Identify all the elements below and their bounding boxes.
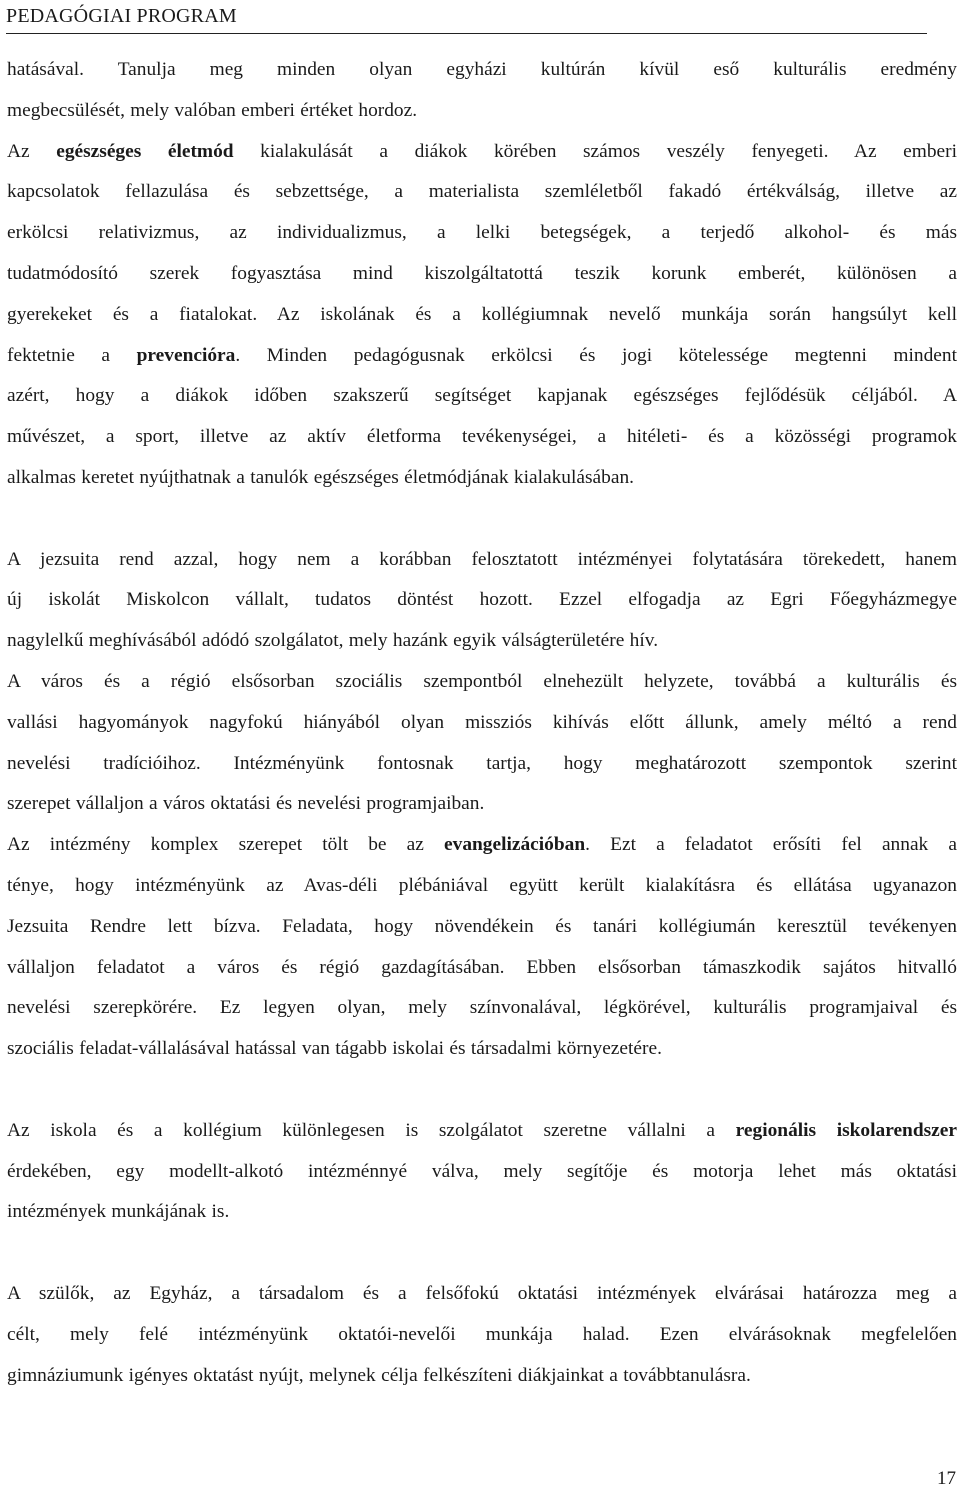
page-number: 17	[937, 1468, 956, 1489]
paragraph	[7, 1274, 957, 1396]
text-run: azért, hogy a diákok időben szakszerű segítséget kapjanak egészséges fejlődésük céljából. A	[7, 385, 957, 407]
bold-term: regionális iskolarendszer	[735, 1119, 957, 1141]
bold-term: egészséges életmód	[56, 140, 234, 162]
text-run: alkalmas keretet nyújthatnak a tanulók egészséges életmódjának kialakulásában.	[7, 466, 634, 488]
text-line	[7, 866, 957, 907]
text-line	[7, 336, 957, 377]
text-run: Az	[7, 140, 57, 162]
text-run: Az iskola és a kollégium különlegesen is szolgálatot szeretne vállalni a	[7, 1119, 736, 1141]
text-line	[7, 213, 957, 254]
text-line	[7, 1274, 957, 1315]
text-run: A szülők, az Egyház, a társadalom és a felsőfokú oktatási intézmények elvárásai határozza meg a	[7, 1282, 957, 1304]
text-run: vállaljon feladatot a város és régió gazdagításában. Ebben elsősorban támaszkodik sajátos hitvalló	[7, 956, 957, 978]
text-line	[7, 417, 957, 458]
text-run: nevelési tradícióihoz. Intézményünk fontosnak tartja, hogy meghatározott szempontok szerint	[7, 752, 957, 774]
paragraph	[7, 1111, 957, 1233]
text-run: nagylelkű meghívásából adódó szolgálatot, mely hazánk egyik válságterületére hív.	[7, 630, 659, 652]
bold-term: evangelizációban	[444, 834, 586, 856]
text-line	[7, 948, 957, 989]
text-run: szociális feladat-vállalásával hatással van tágabb iskolai és társadalmi környezetére.	[7, 1038, 662, 1060]
text-run: érdekében, egy modellt-alkotó intézménnyé válva, mely segítője és motorja lehet más oktatási	[7, 1160, 957, 1182]
text-line	[7, 662, 957, 703]
text-run: Az intézmény komplex szerepet tölt be az	[7, 834, 445, 856]
text-line	[7, 1029, 957, 1070]
text-run: gyerekeket és a fiatalokat. Az iskolának és a kollégiumnak nevelő munkája során hangsúlyt kell	[7, 303, 957, 325]
text-run: vallási hagyományok nagyfokú hiányából olyan missziós kihívás előtt állunk, amely méltó a rend	[7, 711, 957, 733]
text-line	[7, 1192, 957, 1233]
text-line	[7, 172, 957, 213]
text-line	[7, 1356, 957, 1397]
paragraph	[7, 50, 957, 132]
paragraph-spacer	[7, 1233, 957, 1274]
text-run: gimnáziumunk igényes oktatást nyújt, melynek célja felkészíteni diákjainkat a továbbtanulásra.	[7, 1364, 751, 1386]
text-run: erkölcsi relativizmus, az individualizmus, a lelki betegségek, a terjedő alkohol- és más	[7, 222, 957, 244]
paragraph	[7, 132, 957, 499]
text-line	[7, 703, 957, 744]
text-line	[7, 784, 957, 825]
paragraph	[7, 662, 957, 825]
text-line	[7, 1152, 957, 1193]
paragraph	[7, 825, 957, 1070]
text-line	[7, 540, 957, 581]
text-run: A város és a régió elsősorban szociális szempontból elnehezült helyzete, továbbá a kulturális és	[7, 670, 957, 692]
text-line	[7, 1315, 957, 1356]
text-line	[7, 50, 957, 91]
text-run: nevelési szerepkörére. Ez legyen olyan, mely színvonalával, légkörével, kulturális programjaival és	[7, 997, 957, 1019]
text-run: ténye, hogy intézményünk az Avas-déli plébániával együtt került kialakításra és ellátása ugyanazon	[7, 874, 957, 896]
paragraph-spacer	[7, 499, 957, 540]
text-line	[7, 825, 957, 866]
text-run: szerepet vállaljon a város oktatási és nevelési programjaiban.	[7, 793, 485, 815]
text-line	[7, 91, 957, 132]
text-run: kapcsolatok fellazulása és sebzettsége, a materialista szemléletből fakadó értékválság, illetve az	[7, 181, 957, 203]
text-line	[7, 295, 957, 336]
text-run: új iskolát Miskolcon vállalt, tudatos döntést hozott. Ezzel elfogadja az Egri Főegyházmegye	[7, 589, 957, 611]
text-run: . Ezt a feladatot erősíti fel annak a	[585, 834, 957, 856]
text-line	[7, 907, 957, 948]
text-line	[7, 254, 957, 295]
text-run: megbecsülését, mely valóban emberi értéket hordoz.	[7, 99, 418, 121]
page-header	[6, 3, 927, 34]
text-run: Jezsuita Rendre lett bízva. Feladata, hogy növendékein és tanári kollégiumán keresztül tevékenyen	[7, 915, 957, 937]
paragraph	[7, 540, 957, 662]
text-run: tudatmódosító szerek fogyasztása mind kiszolgáltatottá teszik korunk emberét, különösen a	[7, 262, 957, 284]
text-line	[7, 458, 957, 499]
text-run: fektetnie a	[7, 344, 137, 366]
paragraph-spacer	[7, 1070, 957, 1111]
text-run: A jezsuita rend azzal, hogy nem a korábban felosztatott intézményei folytatására törekedett, hanem	[7, 548, 957, 570]
bold-term: prevencióra	[136, 344, 236, 366]
text-line	[7, 621, 957, 662]
document-body	[7, 50, 957, 1396]
text-line	[7, 1111, 957, 1152]
header-title: PEDAGÓGIAI PROGRAM	[6, 5, 237, 27]
text-line	[7, 988, 957, 1029]
text-run: művészet, a sport, illetve az aktív életforma tevékenységei, a hitéleti- és a közösségi programok	[7, 426, 957, 448]
text-line	[7, 376, 957, 417]
text-line	[7, 580, 957, 621]
text-line	[7, 132, 957, 173]
text-run: hatásával. Tanulja meg minden olyan egyházi kultúrán kívül eső kulturális eredmény	[7, 59, 957, 80]
text-run: kialakulását a diákok körében számos veszély fenyegeti. Az emberi	[233, 140, 957, 162]
text-line	[7, 744, 957, 785]
text-run: intézmények munkájának is.	[7, 1201, 230, 1223]
text-run: célt, mely felé intézményünk oktatói-nevelői munkája halad. Ezen elvárásoknak megfelelően	[7, 1323, 957, 1345]
text-run: . Minden pedagógusnak erkölcsi és jogi kötelessége megtenni mindent	[235, 344, 957, 366]
